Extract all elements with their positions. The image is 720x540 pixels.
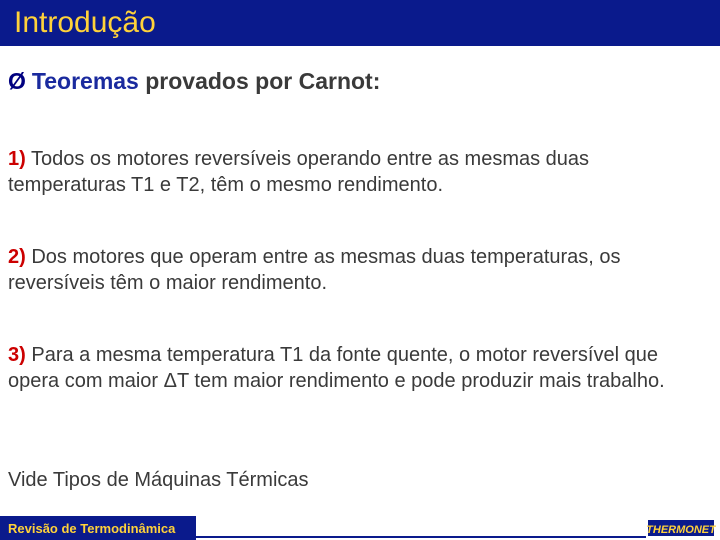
slide-title: Introdução <box>14 6 156 39</box>
theorem-item-3 <box>8 342 712 394</box>
footer <box>0 514 720 540</box>
theorem-item-1 <box>8 146 712 198</box>
theorem-text: Todos os motores reversíveis operando entre as mesmas duas temperaturas T1 e T2, têm o mesmo rendimento. <box>8 148 590 196</box>
footer-label-box <box>0 516 196 540</box>
footer-divider <box>196 536 646 538</box>
arrow-bullet-icon: Ø <box>8 68 26 94</box>
footer-label: Revisão de Termodinâmica <box>8 521 176 536</box>
subtitle-heading <box>8 66 380 96</box>
subtitle-rest: provados por Carnot: <box>138 68 381 94</box>
theorem-text: Dos motores que operam entre as mesmas duas temperaturas, os reversíveis têm o maior rendimento. <box>8 246 621 294</box>
logo-text: THERMONET <box>646 524 716 536</box>
theorem-number: 1) <box>8 148 26 170</box>
theorem-number: 3) <box>8 344 26 366</box>
theorem-item-2 <box>8 244 712 296</box>
theorem-text: Para a mesma temperatura T1 da fonte quente, o motor reversível que opera com maior ΔT tem maior rendimento e pode produzir mais trabalho. <box>8 344 665 392</box>
header-bar <box>0 0 720 46</box>
subtitle-accent: Teoremas <box>31 68 139 94</box>
reference-note: Vide Tipos de Máquinas Térmicas <box>8 469 309 491</box>
theorem-number: 2) <box>8 246 26 268</box>
thermonet-logo <box>646 518 716 538</box>
